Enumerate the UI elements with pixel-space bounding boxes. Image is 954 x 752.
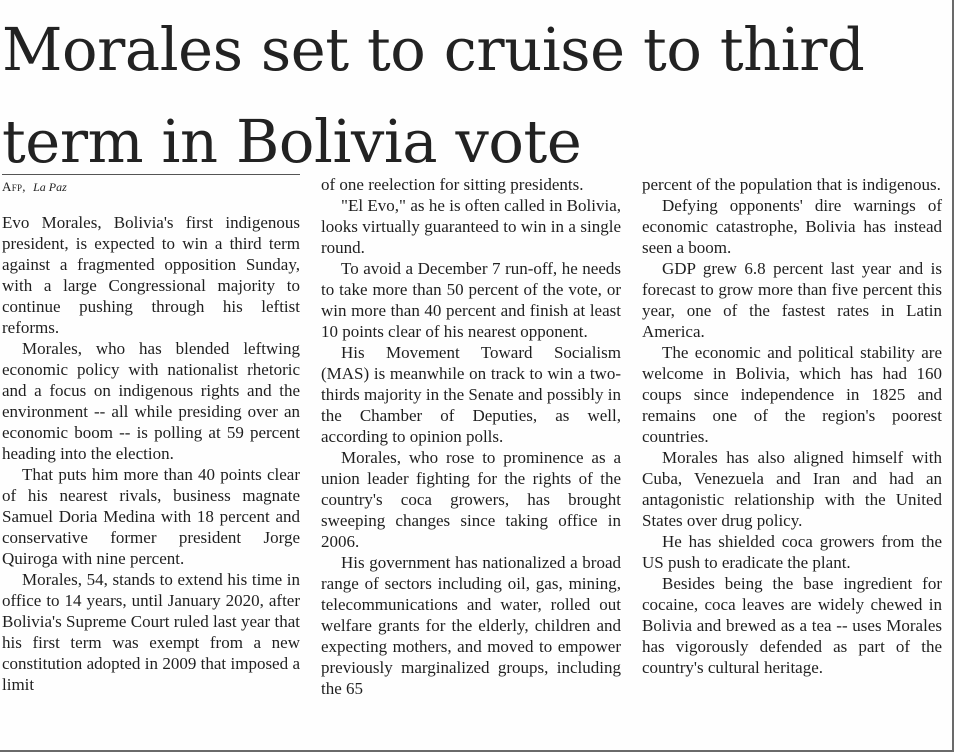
paragraph: Defying opponents' dire warnings of economic catastrophe, Bolivia has instead seen a boom.: [642, 196, 942, 257]
paragraph: The economic and political stability are welcome in Bolivia, which has had 160 coups since independence in 1825 and remains one of the region's poorest countries.: [642, 343, 942, 446]
paragraph: Morales has also aligned himself with Cuba, Venezuela and Iran and had an antagonistic relationship with the United States over drug policy.: [642, 448, 942, 530]
paragraph: Evo Morales, Bolivia's first indigenous president, is expected to win a third term against a fragmented opposition Sunday, with a large Congressional majority to continue pushing through his leftist reforms.: [2, 213, 300, 337]
byline: [2, 174, 300, 201]
byline-agency: Afp,: [2, 179, 26, 194]
headline-line-1: Morales set to cruise to third: [2, 15, 865, 84]
paragraph: That puts him more than 40 points clear of his nearest rivals, business magnate Samuel Doria Medina with 18 percent and conservative former president Jorge Quiroga with nine percent.: [2, 465, 300, 568]
article-column-3: [642, 174, 942, 678]
paragraph: To avoid a December 7 run-off, he needs to take more than 50 percent of the vote, or win more than 40 percent and finish at least 10 points clear of his nearest opponent.: [321, 259, 621, 341]
paragraph: Morales, who rose to prominence as a union leader fighting for the rights of the country's coca growers, has brought sweeping changes since taking office in 2006.: [321, 448, 621, 551]
paragraph: "El Evo," as he is often called in Bolivia, looks virtually guaranteed to win in a single round.: [321, 196, 621, 257]
byline-dateline: La Paz: [33, 180, 67, 194]
headline: [2, 4, 942, 188]
article-column-2: [321, 174, 621, 699]
paragraph: Morales, who has blended leftwing economic policy with nationalist rhetoric and a focus on indigenous rights and the environment -- all while presiding over an economic boom -- is polling at 59 percent heading into the election.: [2, 339, 300, 463]
paragraph: GDP grew 6.8 percent last year and is forecast to grow more than five percent this year, one of the fastest rates in Latin America.: [642, 259, 942, 341]
paragraph: Morales, 54, stands to extend his time in office to 14 years, until January 2020, after Bolivia's Supreme Court ruled last year that his first term was exempt from a new constitution adopted in 2009 that imposed a limit: [2, 570, 300, 694]
article-column-1: [2, 174, 300, 695]
paragraph: Besides being the base ingredient for cocaine, coca leaves are widely chewed in Bolivia and brewed as a tea -- uses Morales has vigorously defended as part of the country's cultural heritage.: [642, 574, 942, 677]
paragraph: of one reelection for sitting presidents.: [321, 175, 584, 194]
headline-line-2: term in Bolivia vote: [2, 107, 582, 176]
paragraph: He has shielded coca growers from the US push to eradicate the plant.: [642, 532, 942, 572]
paragraph: His Movement Toward Socialism (MAS) is meanwhile on track to win a two-thirds majority in the Senate and possibly in the Chamber of Deputies, as well, according to opinion polls.: [321, 343, 621, 446]
paragraph: percent of the population that is indigenous.: [642, 175, 941, 194]
paragraph: His government has nationalized a broad range of sectors including oil, gas, mining, telecommunications and water, rolled out welfare grants for the elderly, children and expecting mothers, and moved to empower previously marginalized groups, including the 65: [321, 553, 621, 698]
